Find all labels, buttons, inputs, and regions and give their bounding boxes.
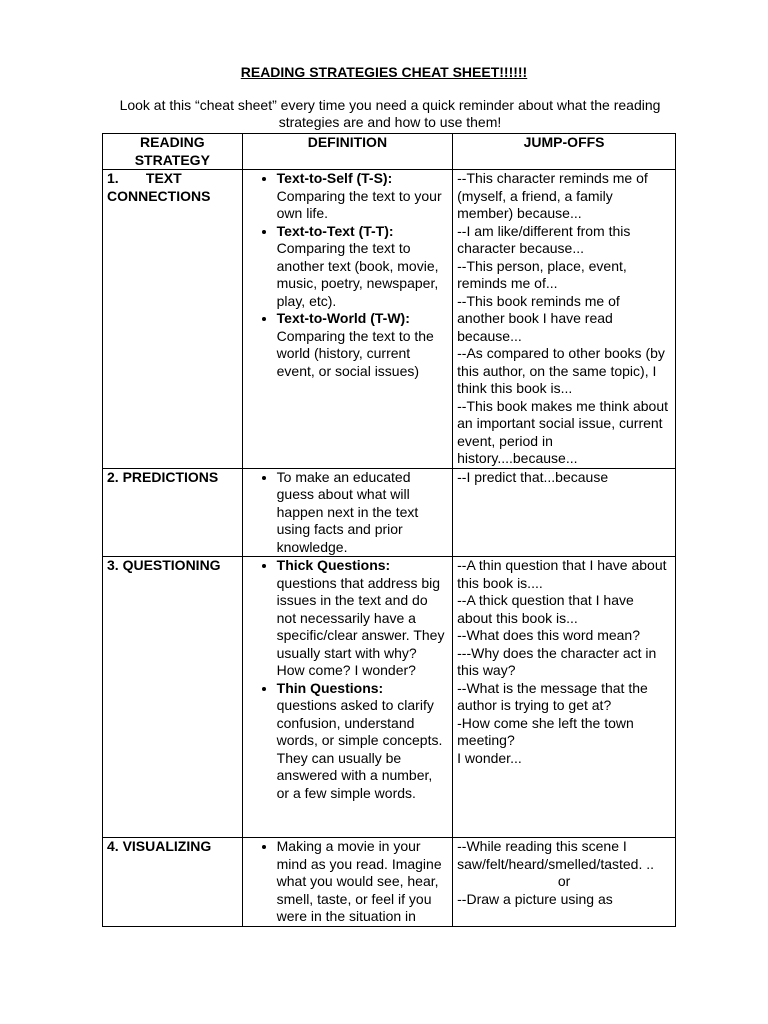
definition-head: • Thin Questions:: [276, 679, 384, 696]
definition-cell: [242, 557, 453, 838]
intro-text: Look at this “cheat sheet” every time you need a quick reminder about what the reading strategies are and how to use them!: [119, 97, 661, 130]
definition-item: [277, 223, 449, 311]
definition-body: Comparing the text to the world (history, current event, or social issues): [276, 327, 434, 379]
header-definition: DEFINITION: [242, 134, 453, 170]
definition-head: • Text-to-Self (T-S):: [276, 170, 393, 186]
jumpoffs-cell: [453, 838, 676, 927]
definition-item: [277, 557, 449, 680]
strategy-cell: 4. VISUALIZING: [103, 838, 243, 927]
table-header-row: [103, 134, 676, 170]
jumpoff-item: --This book reminds me of another book I have read because...: [457, 292, 620, 344]
table-row: [103, 838, 676, 927]
jumpoff-item: --I predict that...because: [457, 468, 609, 485]
definition-item: [277, 838, 449, 926]
jumpoff-item: --This book makes me think about an important social issue, current event, period in history....because...: [457, 397, 669, 466]
jumpoff-item: --This character reminds me of (myself, a friend, a family member) because...: [457, 170, 648, 221]
jumpoff-item: --As compared to other books (by this author, on the same topic), I think this book is...: [457, 345, 665, 396]
jumpoff-item: -How come she left the town meeting?: [457, 714, 634, 748]
table-row: [103, 557, 676, 838]
jumpoff-item: or: [557, 873, 571, 889]
definition-body: questions that address big issues in the text and do not necessarily have a specific/clear answer. They usually start with why? How come? I wonder?: [276, 574, 445, 678]
definition-body: questions asked to clarify confusion, understand words, or simple concepts. They can usually be answered with a number, or a few simple words.: [276, 697, 443, 801]
jumpoff-item: --This person, place, event, reminds me of...: [457, 257, 627, 291]
jumpoff-item: --I am like/different from this character because...: [457, 222, 631, 256]
jumpoff-item: --Draw a picture using as: [457, 890, 613, 907]
strategy-cell: 3. QUESTIONING: [103, 557, 243, 838]
strategy-cell: 2. PREDICTIONS: [103, 468, 243, 557]
definition-head: • Text-to-Text (T-T):: [276, 222, 394, 239]
jumpoff-item: --While reading this scene I saw/felt/heard/smelled/tasted. ..: [457, 838, 655, 872]
jumpoff-item: --A thin question that I have about this book is....: [457, 557, 667, 591]
definition-cell: [242, 838, 453, 927]
jumpoff-item: --What does this word mean?: [457, 627, 640, 643]
jumpoff-item: ---Why does the character act in this way?: [457, 644, 657, 678]
definition-body: Comparing the text to your own life.: [276, 187, 442, 221]
definition-body: To make an educated guess about what will happen next in the text using facts and prior knowledge.: [276, 468, 419, 555]
page-title: READING STRATEGIES CHEAT SHEET!!!!!!: [240, 64, 528, 80]
definition-item: [277, 310, 449, 380]
strategy-cell: 1. TEXT CONNECTIONS: [103, 170, 243, 469]
jumpoff-item: --What is the message that the author is trying to get at?: [457, 679, 648, 713]
definition-body: Making a movie in your mind as you read. Imagine what you would see, hear, smell, taste, or feel if you were in the situation in: [276, 838, 442, 924]
jumpoffs-cell: [453, 468, 676, 557]
definition-head: • Thick Questions:: [276, 557, 391, 573]
jumpoffs-cell: [453, 170, 676, 469]
strategies-table: [102, 133, 676, 927]
jumpoff-item: --A thick question that I have about this book is...: [457, 592, 634, 626]
header-strategy: READING STRATEGY: [103, 134, 243, 170]
definition-cell: [242, 468, 453, 557]
definition-item: [277, 170, 449, 223]
definition-item: [277, 680, 449, 803]
jumpoff-item: I wonder...: [457, 749, 522, 766]
definition-body: Comparing the text to another text (book, movie, music, poetry, newspaper, play, etc).: [276, 240, 439, 309]
definition-cell: [242, 170, 453, 469]
table-row: [103, 468, 676, 557]
table-row: [103, 170, 676, 469]
definition-head: • Text-to-World (T-W):: [276, 310, 410, 326]
header-jumpoffs: JUMP-OFFS: [453, 134, 676, 170]
definition-item: [277, 469, 449, 557]
jumpoffs-cell: [453, 557, 676, 838]
